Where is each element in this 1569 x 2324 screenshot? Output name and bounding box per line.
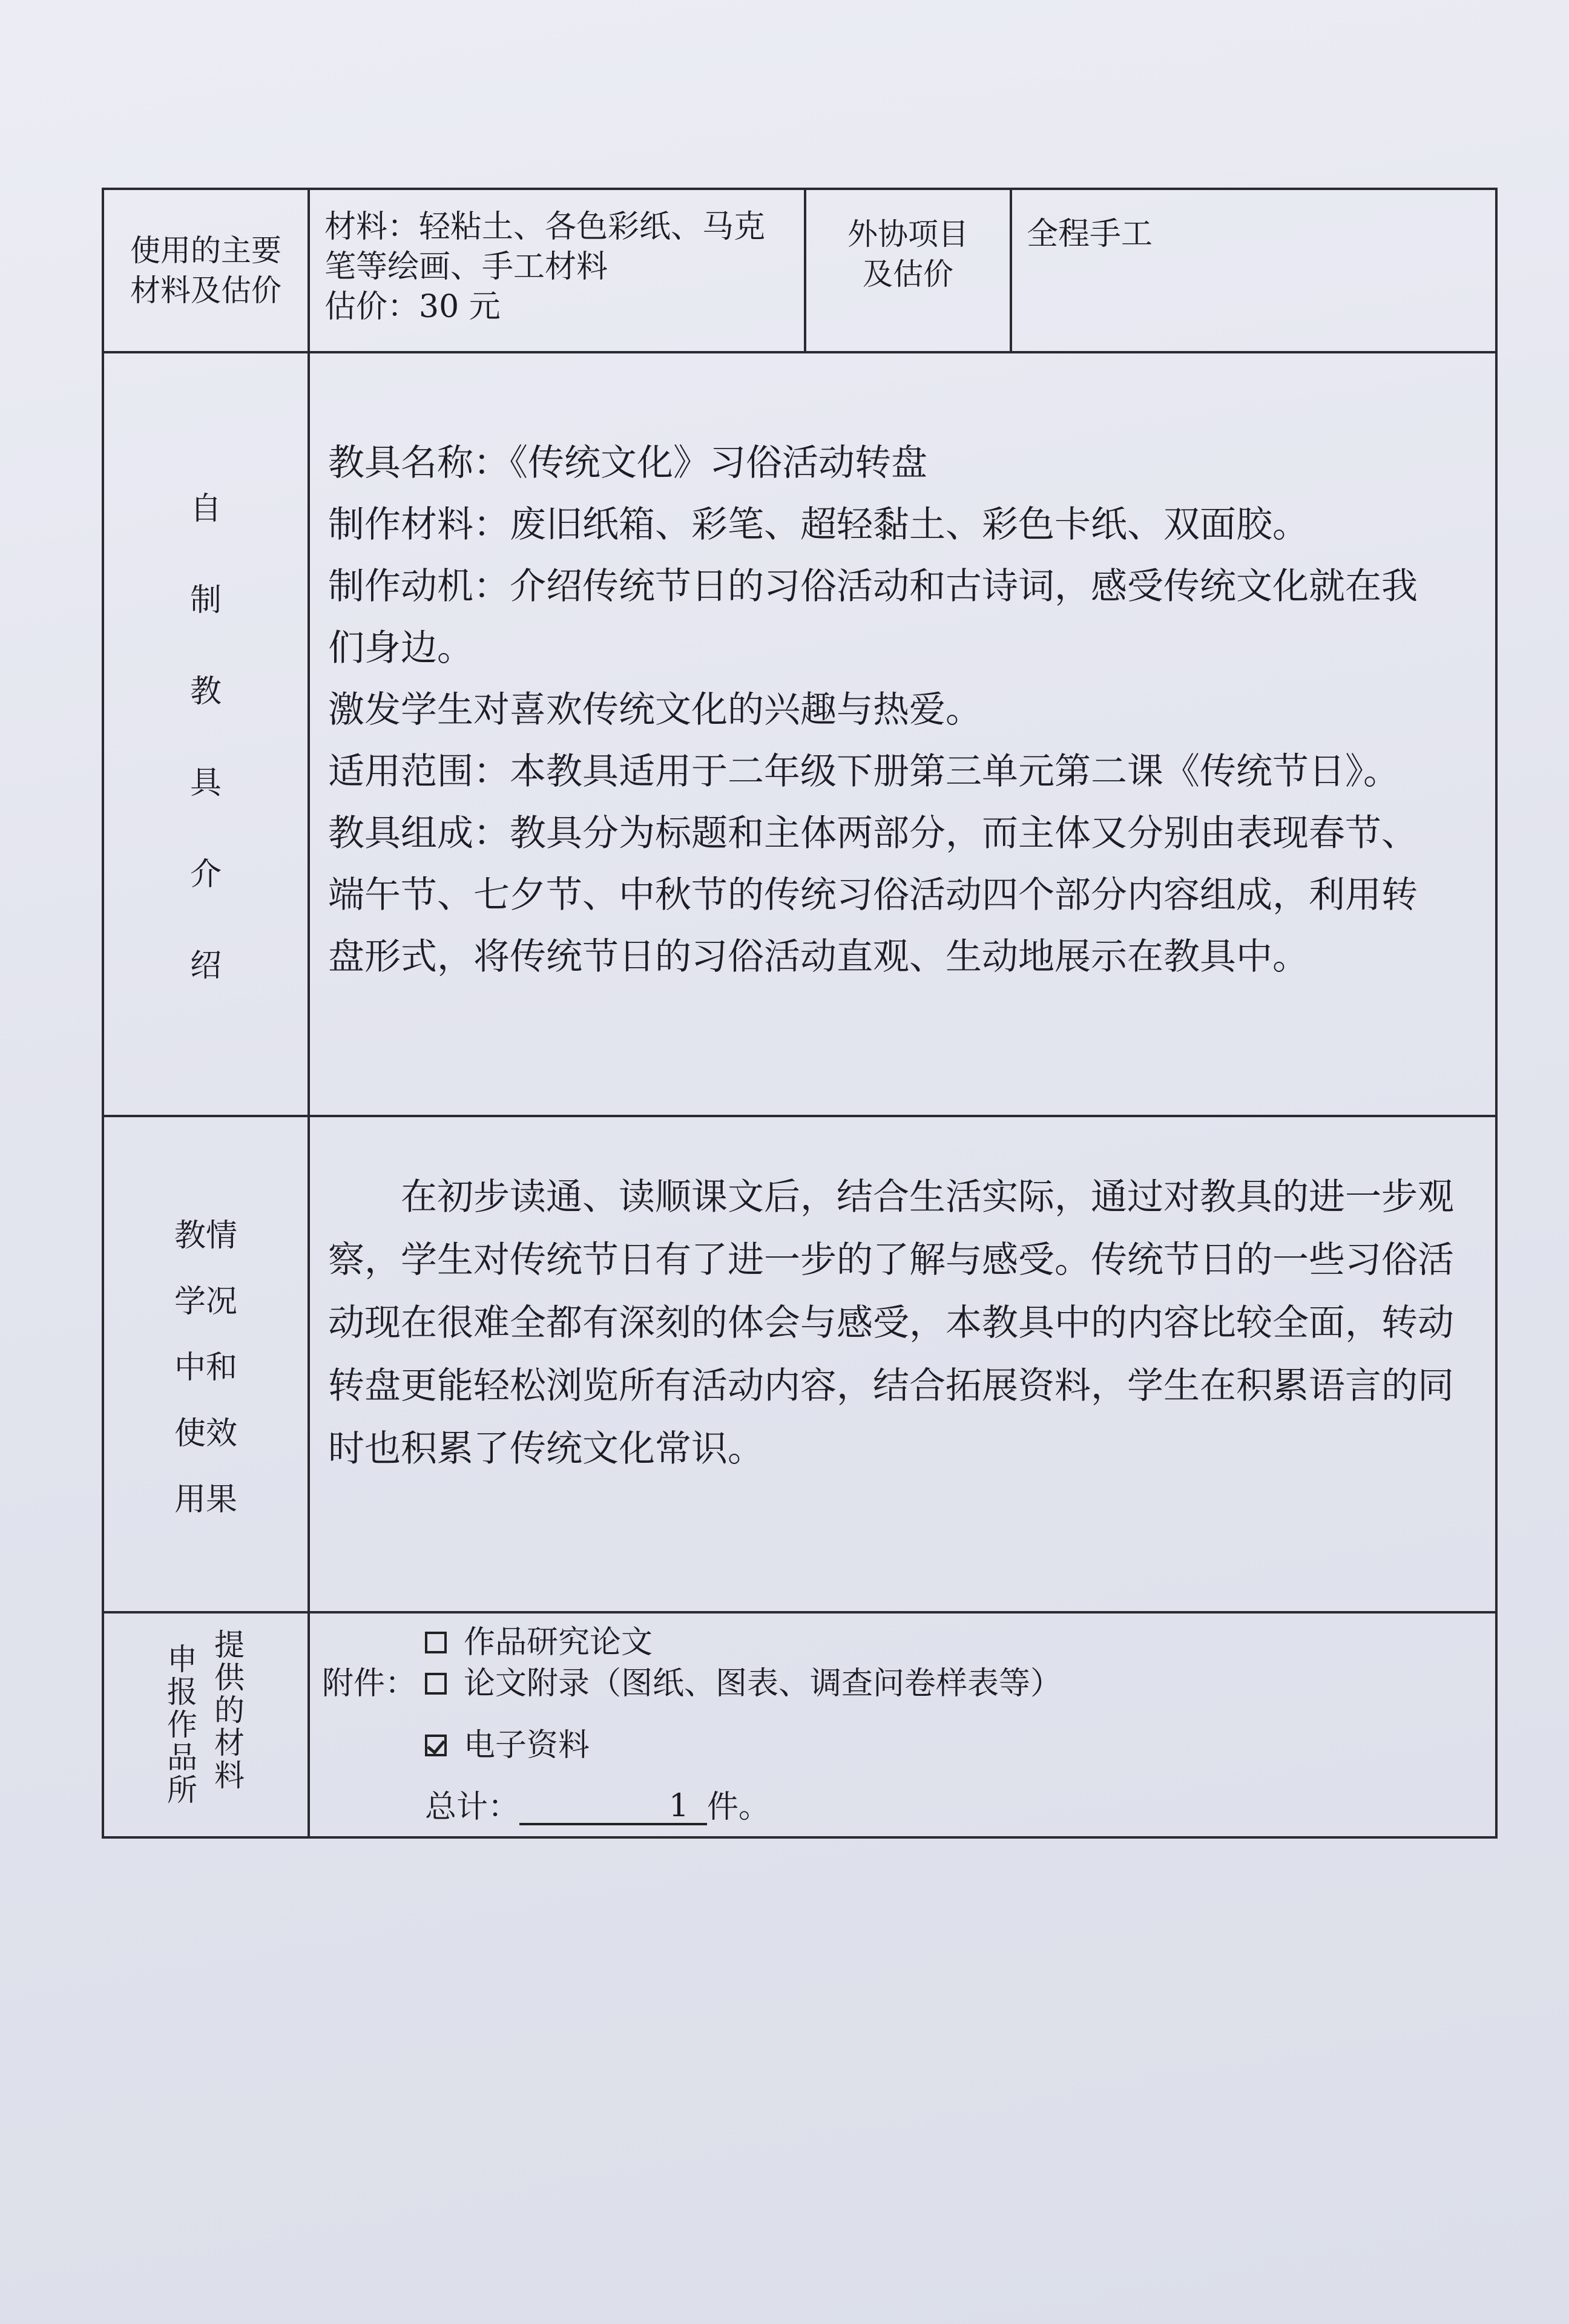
attachments-prefix: 附件：: [322, 1666, 417, 1702]
attachments-label-char: 供: [214, 1660, 245, 1695]
effect-label-pair: 学况: [174, 1283, 237, 1320]
effect-label-pair: 教情: [174, 1217, 237, 1254]
outsource-label: [805, 189, 1011, 352]
outsource-label-line2: 及估价: [863, 257, 953, 292]
intro-content: [309, 352, 1496, 1116]
attachments-label-char: 的: [214, 1693, 245, 1728]
materials-value-line2: 笔等绘画、手工材料: [324, 249, 608, 285]
intro-line: 制作动机：介绍传统节日的习俗活动和古诗词，感受传统文化就在我: [328, 565, 1418, 608]
intro-line: 适用范围：本教具适用于二年级下册第三单元第二课《传统节日》。: [328, 750, 1400, 793]
total-label: 总计：: [425, 1789, 520, 1825]
attachments-label-char: 作: [167, 1707, 197, 1742]
attachments-label-char: 材: [214, 1725, 245, 1761]
materials-row: [103, 189, 1496, 352]
intro-line: 激发学生对喜欢传统文化的兴趣与热爱。: [328, 689, 982, 731]
intro-label-char: 绍: [189, 948, 222, 984]
attachments-label: [103, 1612, 309, 1837]
intro-label-chars: [104, 483, 308, 985]
effect-label: [103, 1116, 309, 1612]
attachments-label-columns: [104, 1627, 308, 1808]
total-count-field[interactable]: 1: [519, 1789, 707, 1825]
materials-label: [103, 189, 309, 352]
materials-value: [309, 189, 805, 352]
attachment-item-row: [322, 1725, 1483, 1766]
intro-label-char: 制: [189, 582, 222, 619]
attachments-label-char: 料: [214, 1758, 245, 1793]
effect-paragraph: 在初步读通、读顺课文后，结合生活实际，通过对教具的进一步观察，学生对传统节日有了进一步的了解与感受。传统节日的一些习俗活动现在很难全都有深刻的体会与感受，本教具中的内容比较全面，转动转盘更能轻松浏览所有活动内容，结合拓展资料，学生在积累语言的同时也积累了传统文化常识。: [328, 1176, 1454, 1470]
materials-value-line1: 材料：轻粘土、各色彩纸、马克: [324, 209, 766, 245]
attachment-item-label: 论文附录（图纸、图表、调查问卷样表等）: [464, 1666, 1062, 1702]
effect-label-pair: 用果: [174, 1481, 237, 1518]
attachment-checkbox-paper[interactable]: [425, 1632, 447, 1653]
attachment-item-row: [322, 1663, 1483, 1704]
intro-line: 端午节、七夕节、中秋节的传统习俗活动四个部分内容组成，利用转: [328, 874, 1418, 916]
intro-line: 教具名称：《传统文化》习俗活动转盘: [328, 442, 927, 484]
attachments-label-left-column: [167, 1643, 197, 1807]
attachment-total-row: [322, 1787, 1483, 1828]
intro-lines: [328, 432, 1477, 988]
total-unit: 件。: [707, 1789, 771, 1825]
effect-content: [309, 1116, 1496, 1612]
effect-label-pair: 使效: [174, 1415, 237, 1452]
attachments-row: [103, 1612, 1496, 1837]
attachments-label-char: 品: [167, 1740, 197, 1775]
effect-label-pairs: [104, 1210, 308, 1519]
intro-row: [103, 352, 1496, 1116]
attachment-item-label: 电子资料: [464, 1727, 590, 1764]
intro-line: 盘形式，将传统节日的习俗活动直观、生动地展示在教具中。: [328, 936, 1309, 978]
intro-line: 们身边。: [328, 627, 473, 669]
intro-line: 制作材料：废旧纸箱、彩笔、超轻黏土、彩色卡纸、双面胶。: [328, 504, 1309, 546]
intro-line: 教具组成：教具分为标题和主体两部分，而主体又分别由表现春节、: [328, 812, 1418, 855]
materials-value-line3: 估价：30 元: [324, 289, 501, 325]
attachments-content: [309, 1612, 1496, 1837]
attachments-label-char: 提: [214, 1627, 245, 1663]
effect-label-pair: 中和: [174, 1349, 237, 1386]
intro-label-char: 教: [189, 674, 222, 710]
attachments-label-char: 所: [167, 1773, 197, 1808]
attachment-item-row: [322, 1622, 1483, 1663]
effect-row: [103, 1116, 1496, 1612]
materials-label-line2: 材料及估价: [130, 273, 281, 308]
outsource-value: 全程手工: [1011, 189, 1496, 352]
attachment-checkbox-electronic[interactable]: [425, 1735, 447, 1756]
intro-label-char: 自: [189, 491, 222, 527]
attachment-item-label: 作品研究论文: [464, 1624, 653, 1661]
attachments-label-char: 申: [167, 1642, 197, 1677]
declaration-form-table: [102, 188, 1498, 1839]
outsource-label-line1: 外协项目: [847, 217, 969, 252]
intro-label: [103, 352, 309, 1116]
materials-label-line1: 使用的主要: [130, 233, 281, 268]
attachment-checkbox-appendix[interactable]: [425, 1673, 447, 1695]
intro-label-char: 具: [189, 765, 222, 801]
intro-label-char: 介: [189, 856, 222, 893]
attachments-label-right-column: [214, 1629, 245, 1807]
attachments-label-char: 报: [167, 1675, 197, 1710]
